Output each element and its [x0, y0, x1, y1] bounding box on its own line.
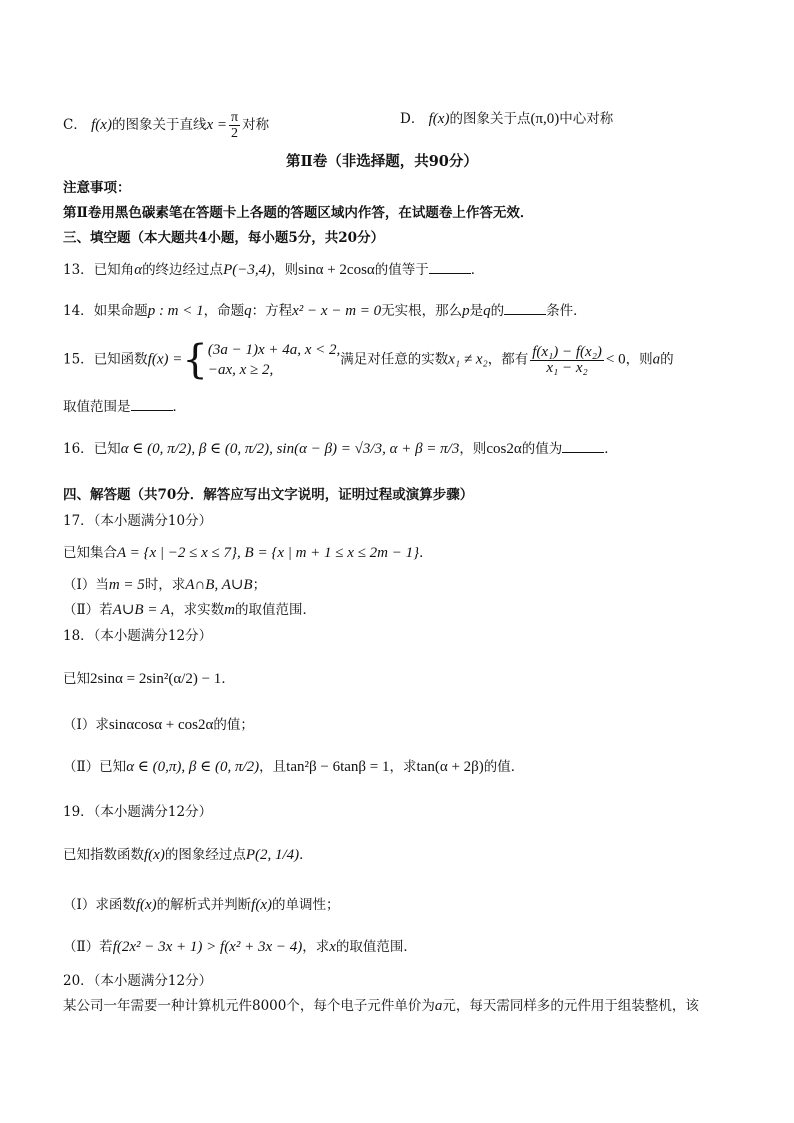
option-d: D． f(x)的图象关于点(π,0)中心对称 — [400, 111, 614, 127]
q19-head: 19．（本小题满分12分） — [63, 804, 213, 820]
section3-title: 三、填空题（本大题共4小题，每小题5分，共20分） — [63, 230, 385, 246]
q19-part1: （Ⅰ）求函数f(x)的解析式并判断f(x)的单调性； — [63, 897, 340, 913]
q19-line1: 已知指数函数f(x)的图象经过点P(2, 1/4)． — [63, 847, 313, 863]
notice-title: 注意事项： — [63, 180, 131, 196]
q19-part2: （Ⅱ）若f(2x² − 3x + 1) > f(x² + 3x − 4)，求x的取值范围． — [63, 939, 417, 955]
question-15-line2: 取值范围是 ． — [63, 399, 186, 415]
answer-blank[interactable] — [131, 398, 173, 411]
q17-part2: （Ⅱ）若A∪B = A，求实数m的取值范围． — [63, 602, 316, 618]
q18-part2: （Ⅱ）已知α ∈ (0,π), β ∈ (0, π/2)，且tan²β − 6tanβ = 1，求tan(α + 2β)的值． — [63, 759, 525, 775]
question-14: 14．如果命题p : m < 1，命题q：方程x² − x − m = 0无实根，那么p是q的 条件． — [63, 303, 587, 319]
notice-text: 第Ⅱ卷用黑色碳素笔在答题卡上各题的答题区域内作答，在试题卷上作答无效． — [63, 205, 534, 221]
q18-head: 18．（本小题满分12分） — [63, 628, 213, 644]
answer-blank[interactable] — [562, 440, 604, 453]
q17-line1: 已知集合A = {x | −2 ≤ x ≤ 7}, B = {x | m + 1 ≤ x ≤ 2m − 1}． — [63, 545, 433, 561]
answer-blank[interactable] — [504, 302, 546, 315]
q18-line1: 已知2sinα = 2sin²(α/2) − 1． — [63, 671, 235, 687]
section4-title: 四、解答题（共70分．解答应写出文字说明，证明过程或演算步骤） — [63, 487, 474, 503]
question-16: 16．已知α ∈ (0, π/2), β ∈ (0, π/2), sin(α − β) = √3/3, α + β = π/3，则cos2α的值为 ． — [63, 441, 618, 457]
question-13: 13．已知角α的终边经过点P(−3,4)，则sinα + 2cosα的值等于 ． — [63, 262, 485, 278]
option-c: C． f(x)的图象关于直线x = $\frac{\pi}{2}$ 对称 — [63, 110, 270, 141]
q20-head: 20．（本小题满分12分） — [63, 973, 213, 989]
part2-title: 第Ⅱ卷（非选择题，共90分） — [286, 153, 478, 170]
q17-part1: （Ⅰ）当m = 5时，求A∩B, A∪B； — [63, 577, 267, 593]
q20-line1: 某公司一年需要一种计算机元件8000个，每个电子元件单价为a元，每天需同样多的元件用于组装整机，该 — [63, 998, 699, 1014]
question-15: 15．已知函数f(x) ={ (3a − 1)x + 4a, x < 2, −ax, x ≥ 2, 满足对任意的实数x₁ ≠ x₂，都有 $\frac{\text{f(x₁) − f(x₂)}}{\text{x₁ − x₂}}$ < 0，则a的 — [63, 337, 674, 383]
q18-part1: （Ⅰ）求sinαcosα + cos2α的值； — [63, 717, 254, 733]
answer-blank[interactable] — [429, 261, 471, 274]
q17-head: 17．（本小题满分10分） — [63, 513, 213, 529]
